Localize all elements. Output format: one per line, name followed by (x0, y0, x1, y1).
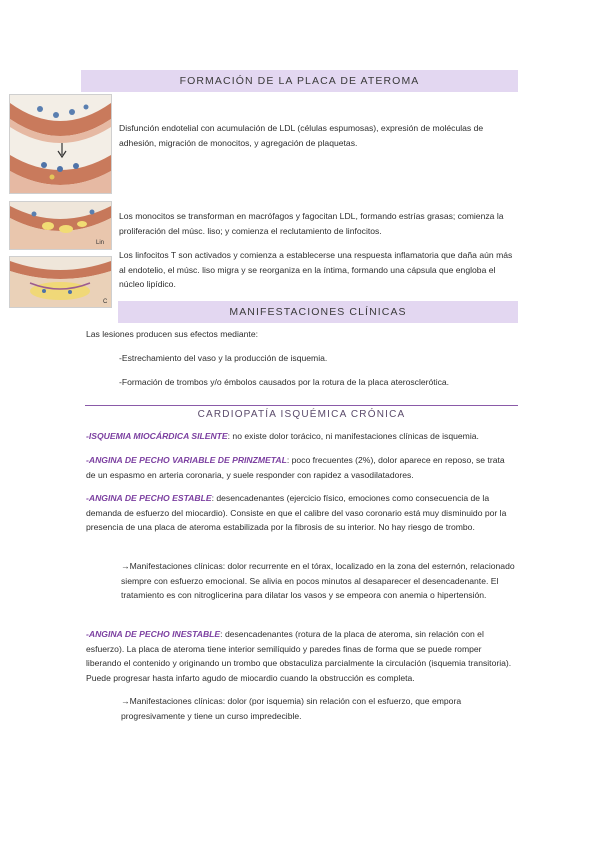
section-title: FORMACIÓN DE LA PLACA DE ATEROMA (179, 75, 420, 87)
figure-label-lin: Lin (96, 240, 105, 246)
paragraph-fibrous-cap: Los linfocitos T son activados y comienza a establecerse una respuesta inflamatoria que daña aún más al endotelio, el músc. liso migra y se reorganiza en la íntima, formando una cápsula que engloba el núcleo lipídico. (119, 250, 513, 289)
paragraph-prinzmetal (86, 453, 516, 482)
paragraph-angina-inestable (86, 627, 516, 685)
section-banner-placa (81, 70, 518, 92)
figure-label-c: C (103, 299, 108, 305)
term-prinzmetal: -ANGINA DE PECHO VARIABLE DE PRINZMETAL (86, 455, 287, 465)
section-banner-manifestaciones (118, 301, 518, 323)
paragraph-isquemia-silente (86, 429, 516, 444)
term-isquemia-silente: -ISQUEMIA MIOCÁRDICA SILENTE (86, 431, 228, 441)
figure-fibrous-cap (9, 256, 112, 308)
divider-rule (85, 405, 518, 406)
paragraph-angina-estable (86, 491, 516, 535)
figure-endothelial-dysfunction (9, 94, 112, 194)
manifestaciones-item-1: -Estrechamiento del vaso y la producción de isquemia. (119, 353, 328, 363)
manifestaciones-item-2: -Formación de trombos y/o émbolos causados por la rotura de la placa aterosclerótica. (119, 377, 450, 387)
text-angina-inestable: : desencadenantes (rotura de la placa de ateroma, sin relación con el esfuerzo). La placa de ateroma tiene interior semilíquido y paredes finas de forma que se puede romper liberando el contenido y originando un trombo que obstaculiza parcialmente la circulación (isquemia transitoria). Puede progresar hasta infarto agudo de miocardio cuando la obstrucción es completa. (86, 629, 512, 683)
text-isquemia-silente: : no existe dolor torácico, ni manifestaciones clínicas de isquemia. (227, 431, 479, 441)
text-prinzmetal: : poco frecuentes (2%), dolor aparece en reposo, se trata de un espasmo en arteria coronaria, y suele responder con rapidez a vasodilatadores. (86, 455, 505, 480)
term-angina-inestable: -ANGINA DE PECHO INESTABLE (86, 629, 221, 639)
manifestaciones-inestable: →Manifestaciones clínicas: dolor (por isquemia) sin relación con el esfuerzo, que empora progresivamente y tiene un curso impredecible. (121, 696, 462, 721)
section-title-cardiopatia: CARDIOPATÍA ISQUÉMICA CRÓNICA (197, 409, 406, 420)
text-angina-estable: : desencadenantes (ejercicio físico, emociones como consecuencia de la demanda de esfuerzo del miocardio). Consiste en que el calibre del vaso coronario está muy disminuido por la presencia de una placa de ateroma estabilizada por la fibrosis de su interior. No hay riesgo de trombo. (86, 493, 507, 532)
manifestaciones-intro: Las lesiones producen sus efectos mediante: (86, 329, 258, 339)
figure-fatty-streak (9, 201, 112, 250)
paragraph-dysfunction: Disfunción endotelial con acumulación de LDL (células espumosas), expresión de moléculas de adhesión, migración de monocitos, y agregación de plaquetas. (119, 123, 484, 148)
manifestaciones-estable: →Manifestaciones clínicas: dolor recurrente en el tórax, localizado en la zona del esternón, relacionado siempre con esfuerzo emocional. Se alivia en pocos minutos al desaparecer el desencadenante. El tratamiento es con nitroglicerina para dilatar los vasos y se empeora con anemia o hipertensión. (121, 561, 515, 600)
paragraph-fatty-streak: Los monocitos se transforman en macrófagos y fagocitan LDL, formando estrías grasas; comienza la proliferación del músc. liso; y comienza el reclutamiento de linfocitos. (119, 211, 504, 236)
section-title: MANIFESTACIONES CLÍNICAS (229, 306, 407, 318)
term-angina-estable: -ANGINA DE PECHO ESTABLE (86, 493, 212, 503)
